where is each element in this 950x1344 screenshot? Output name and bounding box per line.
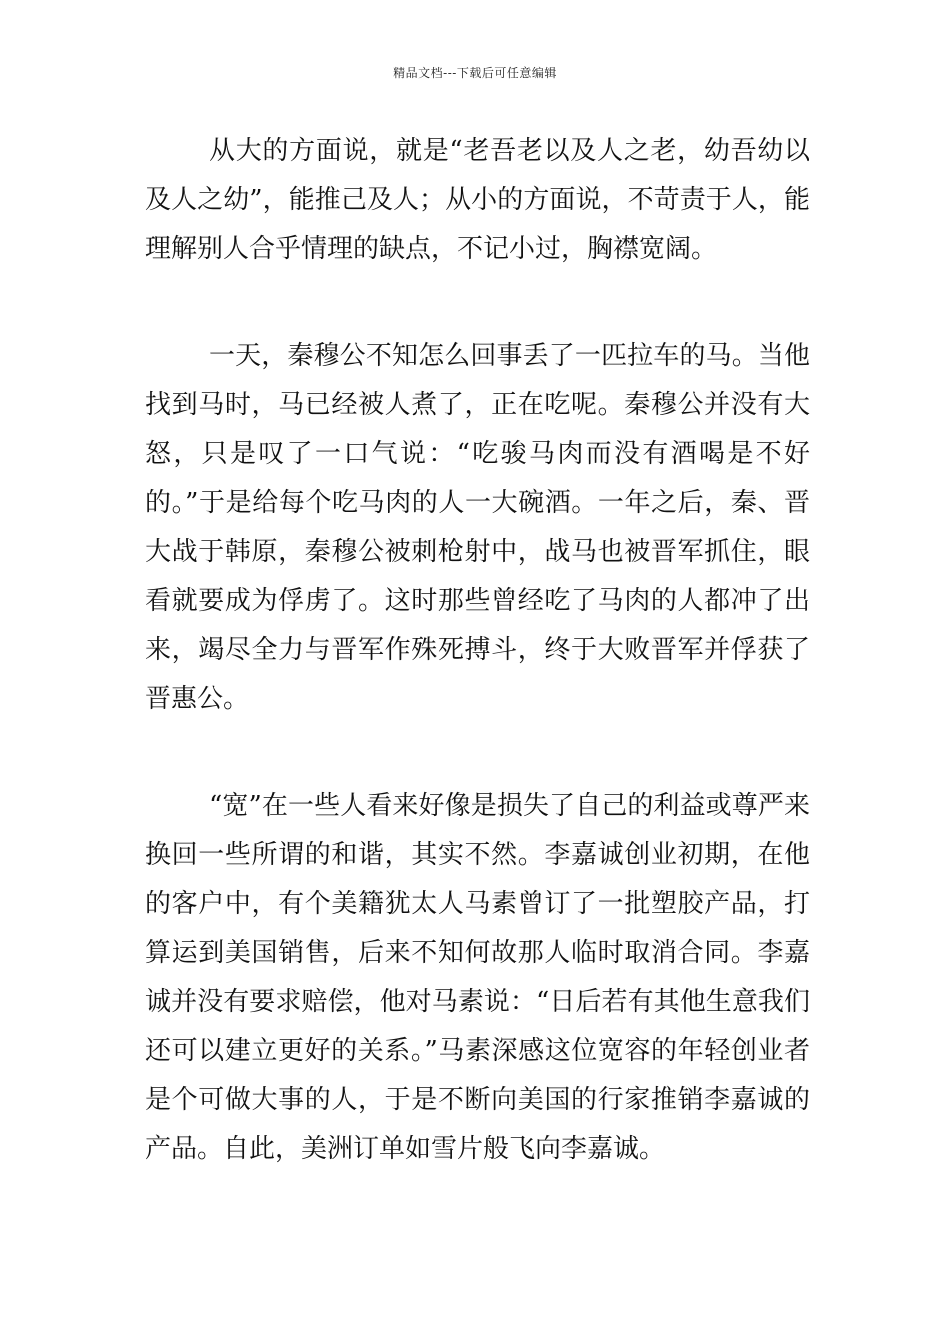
paragraph-2: 一天，秦穆公不知怎么回事丢了一匹拉车的马。当他找到马时，马已经被人煮了，正在吃呢。秦穆公并没有大怒，只是叹了一口气说：“吃骏马肉而没有酒喝是不好的。”于是给每个吃马肉的人一大碗酒。一年之后，秦、晋大战于韩原，秦穆公被刺枪射中，战马也被晋军抓住，眼看就要成为俘虏了。这时那些曾经吃了马肉的人都冲了出来，竭尽全力与晋军作殊死搏斗，终于大败晋军并俘获了晋惠公。 — [145, 341, 810, 714]
paragraph-1: 从大的方面说，就是“老吾老以及人之老，幼吾幼以及人之幼”，能推己及人；从小的方面说，不苛责于人，能理解别人合乎情理的缺点，不记小过，胸襟宽阔。 — [145, 136, 810, 264]
document-body — [145, 127, 810, 1232]
page-header: 精品文档---下载后可任意编辑 — [393, 66, 557, 80]
paragraph-3: “宽”在一些人看来好像是损失了自己的利益或尊严来换回一些所谓的和谐，其实不然。李嘉诚创业初期，在他的客户中，有个美籍犹太人马素曾订了一批塑胶产品，打算运到美国销售，后来不知何故那人临时取消合同。李嘉诚并没有要求赔偿，他对马素说：“日后若有其他生意我们还可以建立更好的关系。”马素深感这位宽容的年轻创业者是个可做大事的人，于是不断向美国的行家推销李嘉诚的产品。自此，美洲订单如雪片般飞向李嘉诚。 — [145, 791, 810, 1164]
